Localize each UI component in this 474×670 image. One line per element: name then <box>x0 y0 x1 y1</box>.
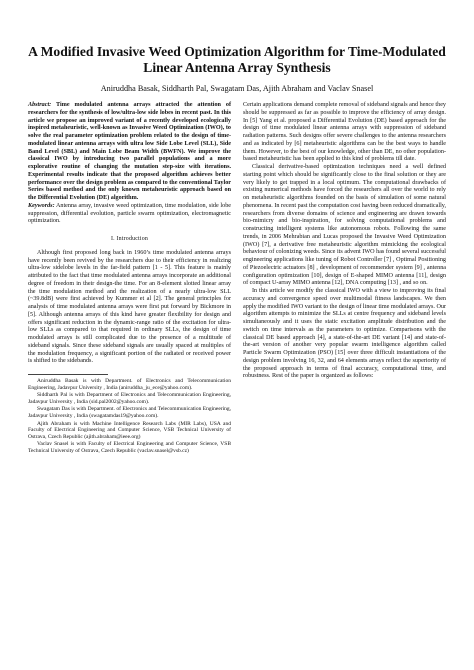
abstract-text: Time modulated antenna arrays attracted the attention of researchers for the synthesis of low/ultra-low side lobes in recent past. In this article we propose an improved variant of a recently developed ecologically inspired metaheuristic, well-known as Invasive Weed Optimization (IWO), to solve the real parameter optimization problem related to the design of time-modulated linear antenna arrays with ultra low Side Lobe Level (SLL), Side Band Level (SBL) and Main Lobe Beam Width (BWFN). We improve the classical IWO by introducing two parallel populations and a more explorative routine of changing the mutation step-size with iterations. Experimental results indicate that the proposed algorithm achieves better performance over the design problem as compared to the conventional Taylor Series based method and the only known metaheuristic approach based on the Differential Evolution (DE) algorithm. <box>28 102 231 201</box>
footnote-item: Siddharth Pal is with Department of Electronics and Telecommunication Engineering, Jadavpur University , India (sid.pal2002@yahoo.com). <box>28 392 231 405</box>
author-list: Aniruddha Basak, Siddharth Pal, Swagatam Das, Ajith Abraham and Vaclav Snasel <box>100 84 374 93</box>
paper-title: A Modified Invasive Weed Optimization Algorithm for Time-Modulated Linear Antenna Array Synthesis <box>28 44 446 75</box>
keywords-text: Antenna array, invasive weed optimization, time modulation, side lobe suppression, differential evolution, particle swarm optimization, electromagnetic optimization. <box>28 202 231 225</box>
intro-paragraph-4: In this article we modify the classical IWO with a view to improving its final accuracy and convergence speed over multimodal fitness landscapes. We then apply the modified IWO variant to the design of linear time modulated arrays. Our algorithm attempts to minimize the SLLs at centre frequency and sideband levels simultaneously and it uses the static excitation amplitude distribution and the switch on time intervals as the parameters to optimize. Comparisons with the classical DE based approach [4], a state-of-the-art DE variant [14] and state-of-the-art version of another very popular swarm intelligence algorithm called Particle Swarm Optimization (PSO) [15] over three difficult instantiations of the design problem involving 16, 32, and 64 elements arrays reflect the superiority of the proposed approach in terms of final accuracy, computational time, and robustness. Rest of the paper is organized as follows: <box>243 288 446 380</box>
footnote-item: Aniruddha Basak is with Department. of Electronics and Telecommunication Engineering, Jadavpur University , India (aniruddha_ju_ece@yahoo.com). <box>28 378 231 391</box>
section-heading-introduction: I. Introduction <box>110 236 149 242</box>
right-column <box>243 102 446 456</box>
two-column-body <box>28 102 446 456</box>
keywords <box>28 203 231 226</box>
intro-paragraph-2: Certain applications demand complete removal of sideband signals and hence they should be suppressed as far as possible to improve the efficiency of array design. In [5] Yang et al. proposed a Differential Evolution (DE) based approach for the design of time modulated linear antenna arrays with suppression of sideband radiation patterns. Such designs offer severe challenges to the antenna researchers and as indicated by [6] metaheuristic algorithms can be the best ways to handle them. However, to the best of our knowledge, other than DE, no other population-based metaheuristic has been applied to this kind of problems till date. <box>243 102 446 163</box>
footnote-item: Vaclav Snasel is with Faculty of Electrical Engineering and Computer Science, VSB Technical University of Ostrava, Czech Republic (vaclav.snasel@vsb.cz) <box>28 441 231 454</box>
footnote-item: Ajith Abraham is with Machine Intelligence Research Labs (MIR Labs), USA and Faculty of Electrical Engineering and Computer Science, VSB Technical University of Ostrava, Czech Republic (ajith.abraham@ieee.org) <box>28 420 231 440</box>
footnote-divider <box>28 374 108 375</box>
keywords-label: Keywords: <box>28 202 55 209</box>
abstract-label: Abstract: <box>28 102 52 108</box>
footnote-item: Swagatam Das is with Department. of Electronics and Telecommunication Engineering, Jadavpur University , India (swagatamdas19@yahoo.com). <box>28 406 231 419</box>
intro-paragraph-3: Classical derivative-based optimization techniques need a well defined starting point which should be significantly close to the final solution or they are very likely to get trapped in a local optimum. The computational drawbacks of existing numerical methods have forced the researchers all over the world to rely on metaheuristic algorithms founded on the basis of simulation of some natural phenomena. In recent past the computation cost having been reduced dramatically, researchers from diverse domains of science and engineering are drawn towards bio-mimicry and bio-inspiration, for solving computational problems and constructing intelligent systems like autonomous robots. Following the same trends, in 2006 Mehrabian and Lucas proposed the Invasive Weed Optimization (IWO) [7], a derivative free metaheuristic algorithm mimicking the ecological behaviour of colonizing weeds. Since its advent IWO has found several successful engineering applications like tuning of Robot Controller [7] , Optimal Positioning of Piezoelectric actuators [8] , development of recommender system [9] , antenna configuration optimization [10], design of E-shaped MIMO antenna [11], design of compact U-array MIMO antenna [12], DNA computing [13] , and so on. <box>243 164 446 287</box>
author-footnotes <box>28 374 231 455</box>
left-column <box>28 102 231 456</box>
abstract <box>28 102 231 203</box>
intro-paragraph-1: Although first proposed long back in 1960’s time modulated antenna arrays have recently been revived by the researchers due to their efficiency in realizing ultra-low sidelobe levels in the far-field pattern [1 - 5]. This feature is mainly attributed to the fact that time modulated antenna arrays incorporate an additional degree of freedom in their design-the time. For an 8-element slotted linear array the time modulation method and the realization of a nearly ultra-low SLL (~39.8dB) were first achieved by Kummer et al [2]. The general principles for analysis of time modulated antenna arrays were first put forward by Bickmore in [5]. Although antenna arrays of this kind have greater flexibility for design and offers significant reduction in the dynamic-range ratio of the excitation for ultra-low SLLs as compared to that required in ordinary SLLs, the design of time modulated arrays is still complicated due to the presence of a multitude of sideband signals. Since these sideband signals are usually spaced at multiples of the modulation frequency, a significant portion of the radiated or received power is shifted to the sidebands. <box>28 249 231 365</box>
